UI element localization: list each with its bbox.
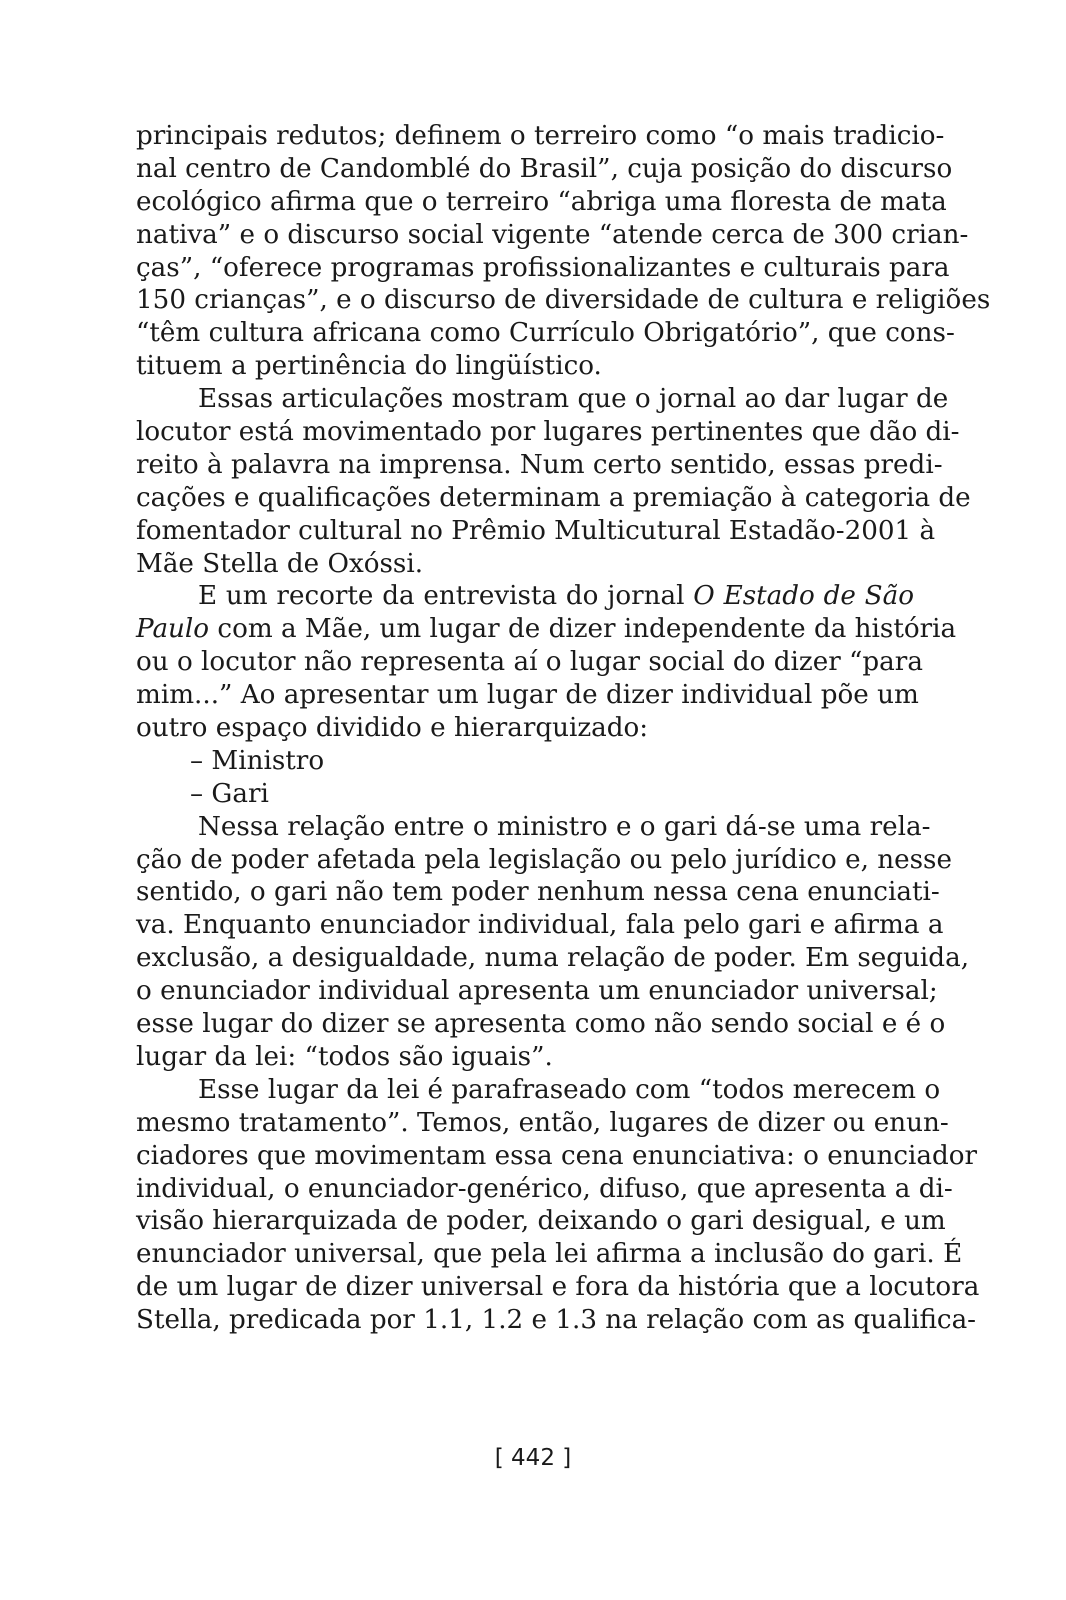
text-line: sentido, o gari não tem poder nenhum nessa cena enunciati- (136, 877, 940, 908)
text-line: ecológico afirma que o terreiro “abriga uma floresta de mata (136, 186, 947, 217)
newspaper-title: Paulo (136, 614, 210, 645)
text-line: cações e qualificações determinam a premiação à categoria de (136, 482, 971, 513)
text-line: “têm cultura africana como Currículo Obrigatório”, que cons- (136, 318, 955, 349)
list-item: – Gari (190, 778, 269, 809)
paragraph-2 (136, 383, 971, 580)
text-line: visão hierarquizada de poder, deixando o gari desigual, e um (136, 1206, 946, 1237)
text-line: exclusão, a desigualdade, numa relação de poder. Em seguida, (136, 943, 970, 974)
dash-list (136, 745, 914, 811)
text-line: Nessa relação entre o ministro e o gari dá-se uma rela- (198, 811, 931, 842)
text-line: individual, o enunciador-genérico, difuso, que apresenta a di- (136, 1173, 953, 1204)
text-line: esse lugar do dizer se apresenta como não sendo social e é o (136, 1009, 946, 1040)
text-line: Mãe Stella de Oxóssi. (136, 548, 424, 579)
text-line: mim...” Ao apresentar um lugar de dizer individual põe um (136, 680, 919, 711)
page-number: [ 442 ] (494, 1445, 572, 1471)
text-line: locutor está movimentado por lugares pertinentes que dão di- (136, 417, 960, 448)
text-line: mesmo tratamento”. Temos, então, lugares de dizer ou enun- (136, 1107, 949, 1138)
text-run: com a Mãe, um lugar de dizer independente da história (209, 614, 957, 645)
text-line: Essas articulações mostram que o jornal ao dar lugar de (198, 384, 949, 415)
text-line: fomentador cultural no Prêmio Multicutural Estadão-2001 à (136, 515, 936, 546)
text-line (136, 613, 957, 646)
text-line: nal centro de Candomblé do Brasil”, cuja posição do discurso (136, 153, 953, 184)
text-line: outro espaço dividido e hierarquizado: (136, 713, 649, 744)
text-line: ças”, “oferece programas profissionalizantes e culturais para (136, 252, 950, 283)
text-line: nativa” e o discurso social vigente “atende cerca de 300 crian- (136, 219, 969, 250)
body-text (136, 120, 991, 1337)
text-line: o enunciador individual apresenta um enunciador universal; (136, 976, 938, 1007)
list-item: – Ministro (190, 745, 325, 776)
paragraph-1 (136, 120, 991, 383)
text-line: reito à palavra na imprensa. Num certo sentido, essas predi- (136, 449, 943, 480)
paragraph-4 (136, 811, 970, 1074)
text-run: E um recorte da entrevista do jornal (198, 581, 694, 612)
text-line: enunciador universal, que pela lei afirma a inclusão do gari. É (136, 1239, 963, 1270)
text-line: principais redutos; definem o terreiro como “o mais tradicio- (136, 121, 945, 151)
paragraph-5 (136, 1074, 980, 1337)
text-line (136, 580, 914, 613)
newspaper-title: O Estado de São (693, 581, 914, 612)
paragraph-3 (136, 580, 957, 744)
text-line: va. Enquanto enunciador individual, fala pelo gari e afirma a (136, 910, 944, 941)
text-line: de um lugar de dizer universal e fora da história que a locutora (136, 1272, 980, 1303)
text-line: ciadores que movimentam essa cena enunciativa: o enunciador (136, 1140, 978, 1171)
text-line: lugar da lei: “todos são iguais”. (136, 1041, 553, 1072)
text-line: ou o locutor não representa aí o lugar social do dizer “para (136, 647, 923, 678)
text-line: ção de poder afetada pela legislação ou pelo jurídico e, nesse (136, 844, 952, 875)
text-line: 150 crianças”, e o discurso de diversidade de cultura e religiões (136, 285, 991, 316)
text-line: Stella, predicada por 1.1, 1.2 e 1.3 na relação com as qualifica- (136, 1305, 977, 1336)
text-line: Esse lugar da lei é parafraseado com “todos merecem o (198, 1074, 941, 1105)
text-line: tituem a pertinência do lingüístico. (136, 351, 602, 382)
